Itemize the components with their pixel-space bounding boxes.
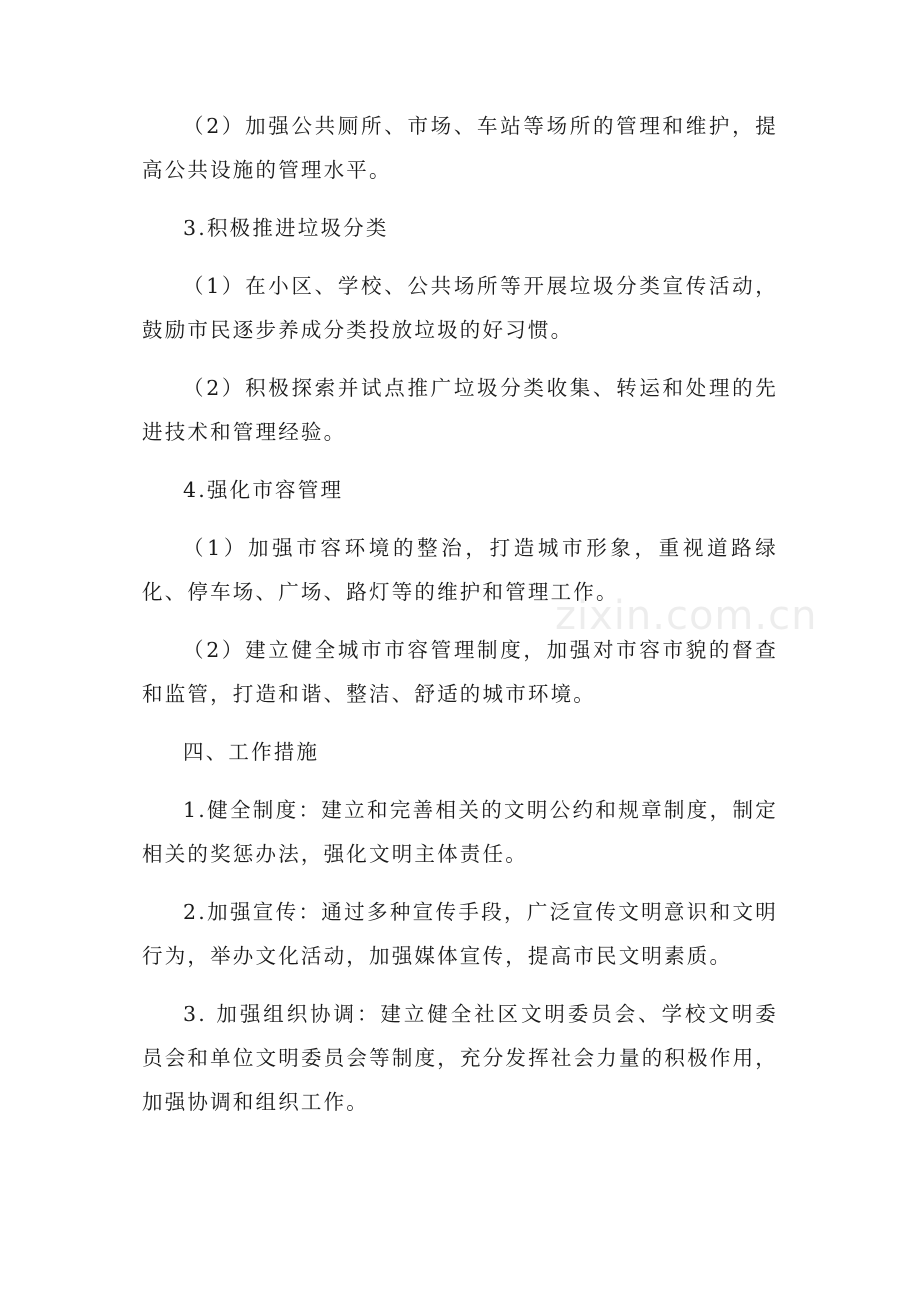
paragraph: 3. 加强组织协调：建立健全社区文明委员会、学校文明委员会和单位文明委员会等制度，充分发挥社会力量的积极作用，加强协调和组织工作。	[142, 1002, 778, 1114]
section-heading: 3.积极推进垃圾分类	[183, 216, 389, 240]
document-page	[142, 104, 778, 1138]
paragraph: 1.健全制度：建立和完善相关的文明公约和规章制度，制定相关的奖惩办法，强化文明主体责任。	[142, 798, 778, 866]
watermark: zixin.com.cn	[555, 593, 818, 639]
paragraph: （2）建立健全城市市容管理制度，加强对市容市貌的督查和监管，打造和谐、整洁、舒适的城市环境。	[142, 638, 778, 706]
paragraph: 2.加强宣传：通过多种宣传手段，广泛宣传文明意识和文明行为，举办文化活动，加强媒体宣传，提高市民文明素质。	[142, 900, 778, 968]
section-heading: 4.强化市容管理	[183, 478, 344, 502]
paragraph: （1）加强市容环境的整治，打造城市形象，重视道路绿化、停车场、广场、路灯等的维护和管理工作。	[142, 536, 778, 604]
paragraph: （2）加强公共厕所、市场、车站等场所的管理和维护，提高公共设施的管理水平。	[142, 114, 778, 182]
section-heading: 四、工作措施	[183, 740, 320, 764]
paragraph: （2）积极探索并试点推广垃圾分类收集、转运和处理的先进技术和管理经验。	[142, 376, 778, 444]
paragraph: （1）在小区、学校、公共场所等开展垃圾分类宣传活动，鼓励市民逐步养成分类投放垃圾的好习惯。	[142, 274, 778, 342]
